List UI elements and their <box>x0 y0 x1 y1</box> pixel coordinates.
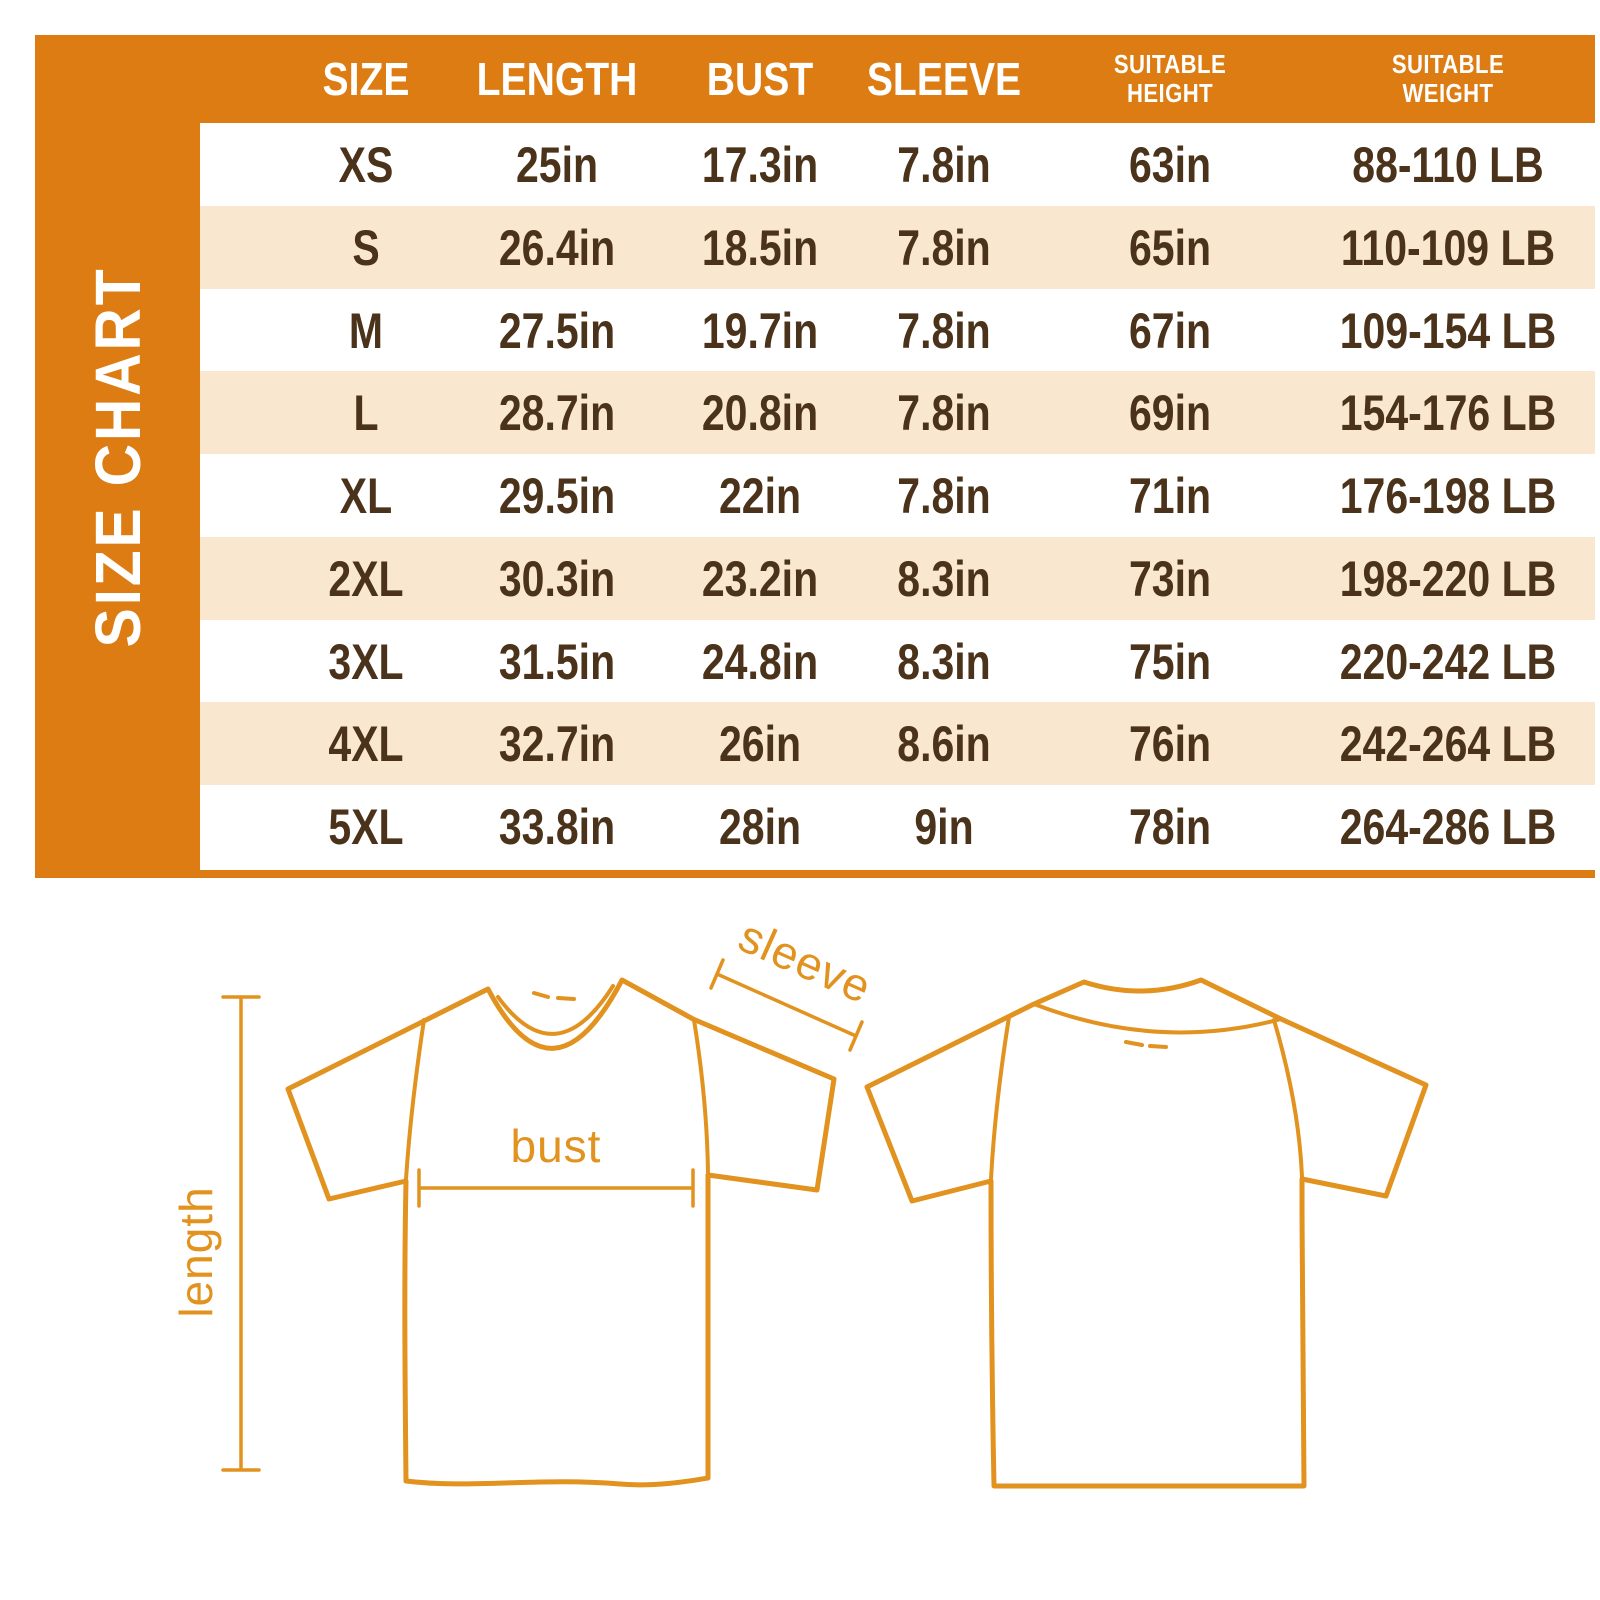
table-body <box>200 123 1595 868</box>
cell-bust: 26in <box>718 715 802 772</box>
cell-size: S <box>352 219 380 276</box>
cell-weight: 264-286 LB <box>1339 798 1557 855</box>
cell-size: M <box>348 302 384 359</box>
cell-weight: 88-110 LB <box>1352 136 1544 193</box>
cell-height: 67in <box>1128 302 1212 359</box>
cell-size: 3XL <box>328 633 404 690</box>
cell-weight: 198-220 LB <box>1339 550 1557 607</box>
cell-sleeve: 7.8in <box>897 302 991 359</box>
cell-length: 30.3in <box>498 550 616 607</box>
cell-length: 26.4in <box>498 219 616 276</box>
table-row <box>200 123 1595 206</box>
cell-sleeve: 9in <box>914 798 974 855</box>
cell-height: 65in <box>1128 219 1212 276</box>
column-header-suitable-height-line1: SUITABLE <box>1113 48 1227 79</box>
page-title: SIZE CHART <box>81 266 154 647</box>
length-measure-line <box>170 997 259 1470</box>
cell-bust: 24.8in <box>701 633 819 690</box>
column-header-length: LENGTH <box>476 53 638 105</box>
bust-label: bust <box>510 1120 602 1172</box>
cell-length: 27.5in <box>498 302 616 359</box>
cell-length: 25in <box>515 136 599 193</box>
back-left-armhole-seam <box>991 1017 1009 1179</box>
cell-size: 2XL <box>328 550 404 607</box>
cell-bust: 20.8in <box>701 384 819 441</box>
back-shirt-outline <box>867 980 1426 1486</box>
cell-length: 29.5in <box>498 467 616 524</box>
cell-bust: 22in <box>718 467 802 524</box>
column-header-sleeve: SLEEVE <box>866 53 1022 105</box>
cell-sleeve: 7.8in <box>897 384 991 441</box>
cell-weight: 176-198 LB <box>1339 467 1557 524</box>
table-row <box>200 289 1595 372</box>
cell-length: 31.5in <box>498 633 616 690</box>
cell-bust: 18.5in <box>701 219 819 276</box>
column-header-suitable-height <box>1114 50 1226 108</box>
table-row <box>200 702 1595 785</box>
cell-bust: 23.2in <box>701 550 819 607</box>
cell-length: 33.8in <box>498 798 616 855</box>
cell-size: L <box>353 384 379 441</box>
cell-weight: 109-154 LB <box>1339 302 1557 359</box>
cell-height: 69in <box>1128 384 1212 441</box>
cell-sleeve: 8.3in <box>897 550 991 607</box>
column-header-suitable-height-line2: HEIGHT <box>1126 78 1214 108</box>
column-header-suitable-weight-line2: WEIGHT <box>1402 78 1494 108</box>
table-row <box>200 206 1595 289</box>
cell-length: 32.7in <box>498 715 616 772</box>
cell-height: 78in <box>1128 798 1212 855</box>
column-header-bust: BUST <box>706 53 814 105</box>
front-shirt-outline <box>288 980 834 1485</box>
cell-height: 63in <box>1128 136 1212 193</box>
cell-weight: 110-109 LB <box>1340 219 1556 276</box>
back-right-armhole-seam <box>1274 1020 1302 1177</box>
cell-sleeve: 7.8in <box>897 467 991 524</box>
table-row <box>200 371 1595 454</box>
size-chart-table <box>35 35 1595 878</box>
cell-length: 28.7in <box>498 384 616 441</box>
table-row <box>200 785 1595 868</box>
bust-measure-line <box>419 1120 693 1206</box>
cell-weight: 242-264 LB <box>1339 715 1557 772</box>
cell-bust: 19.7in <box>701 302 819 359</box>
cell-size: 4XL <box>328 715 404 772</box>
cell-sleeve: 7.8in <box>897 219 991 276</box>
cell-bust: 17.3in <box>701 136 819 193</box>
column-header-size: SIZE <box>322 53 410 105</box>
cell-size: 5XL <box>328 798 404 855</box>
cell-height: 75in <box>1128 633 1212 690</box>
front-left-armhole-seam <box>406 1020 424 1179</box>
tshirt-measurement-diagram <box>0 880 1600 1600</box>
cell-size: XS <box>338 136 394 193</box>
cell-size: XL <box>339 467 393 524</box>
cell-weight: 220-242 LB <box>1339 633 1557 690</box>
table-row <box>200 454 1595 537</box>
front-collar-stitch <box>534 993 574 999</box>
table-header <box>35 35 1595 123</box>
sleeve-measure-line <box>711 909 880 1050</box>
size-chart-title-band <box>35 35 200 878</box>
cell-sleeve: 8.6in <box>897 715 991 772</box>
length-label: length <box>170 1186 222 1318</box>
cell-sleeve: 8.3in <box>897 633 991 690</box>
front-right-armhole-seam <box>694 1020 708 1173</box>
sleeve-label: sleeve <box>731 909 880 1014</box>
back-collar-bottom-seam <box>1034 1004 1281 1032</box>
back-collar-stitch <box>1126 1042 1166 1047</box>
table-row <box>200 537 1595 620</box>
cell-weight: 154-176 LB <box>1339 384 1557 441</box>
cell-bust: 28in <box>718 798 802 855</box>
cell-height: 71in <box>1128 467 1212 524</box>
cell-sleeve: 7.8in <box>897 136 991 193</box>
table-bottom-border <box>200 870 1595 878</box>
column-header-suitable-weight <box>1392 50 1504 108</box>
column-header-suitable-weight-line1: SUITABLE <box>1391 48 1505 79</box>
cell-height: 73in <box>1128 550 1212 607</box>
table-row <box>200 620 1595 703</box>
cell-height: 76in <box>1128 715 1212 772</box>
